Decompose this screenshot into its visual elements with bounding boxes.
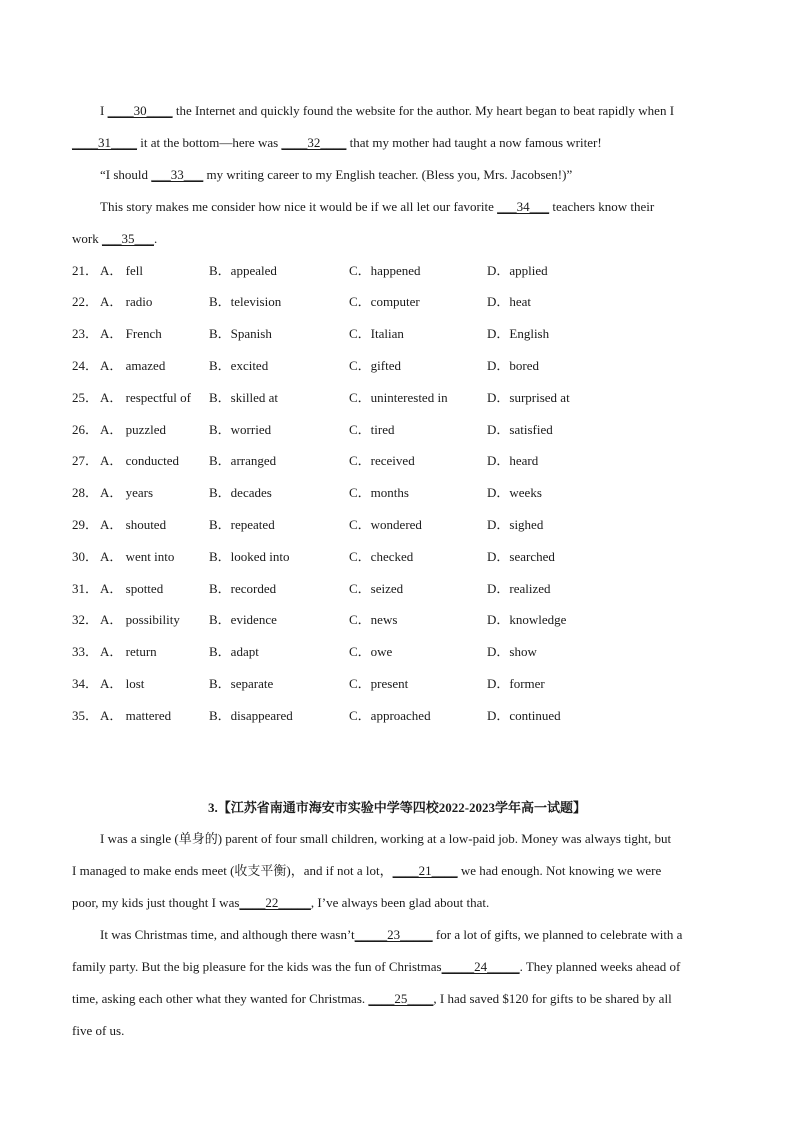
option-b: B．television — [209, 294, 282, 309]
option-a: A． return — [100, 644, 157, 659]
question-number: 28． — [72, 485, 99, 500]
option-d: D．continued — [487, 708, 561, 723]
option-b: B．worried — [209, 422, 272, 437]
text-segment: poor, my kids just thought I was — [72, 895, 240, 910]
blank-22: ____22_____ — [239, 895, 311, 910]
text-segment: it at the bottom—here was — [137, 135, 282, 150]
question-number: 27． — [72, 453, 99, 468]
text-segment: , I had saved $120 for gifts to be shared by all — [433, 991, 672, 1006]
option-c: C．checked — [349, 549, 414, 564]
option-a: A． amazed — [100, 358, 166, 373]
option-c: C．months — [349, 485, 409, 500]
option-b: B．excited — [209, 358, 269, 373]
option-a: A． shouted — [100, 517, 167, 532]
option-d: D．realized — [487, 581, 551, 596]
text-segment: five of us. — [72, 1023, 125, 1038]
question-row — [72, 389, 722, 407]
option-a: A． lost — [100, 676, 145, 691]
option-d: D．weeks — [487, 485, 542, 500]
question-row — [72, 262, 722, 280]
option-a: A． spotted — [100, 581, 164, 596]
passage-line-2 — [72, 134, 722, 152]
section3-line-3 — [72, 894, 722, 912]
option-a: A． puzzled — [100, 422, 167, 437]
text-segment: we had enough. Not knowing we were — [457, 863, 662, 878]
question-row — [72, 516, 722, 534]
question-number: 30． — [72, 549, 99, 564]
text-segment: “I should — [100, 167, 152, 182]
question-number: 24． — [72, 358, 99, 373]
section3-line-5 — [72, 958, 722, 976]
blank-25: ____25____ — [368, 991, 434, 1006]
question-row — [72, 580, 722, 598]
option-d: D．knowledge — [487, 612, 567, 627]
question-row — [72, 611, 722, 629]
option-b: B．recorded — [209, 581, 277, 596]
section3-line-2 — [72, 862, 722, 880]
option-d: D．sighed — [487, 517, 544, 532]
passage-line-4 — [100, 198, 750, 216]
text-segment: . They planned weeks ahead of — [519, 959, 681, 974]
question-row — [72, 643, 722, 661]
option-b: B．evidence — [209, 612, 277, 627]
passage-line-5 — [72, 230, 722, 248]
question-row — [72, 452, 722, 470]
text-segment: It was Christmas time, and although there wasn’t — [100, 927, 355, 942]
question-number: 22． — [72, 294, 99, 309]
blank-24: _____24_____ — [441, 959, 520, 974]
blank-33: ___33___ — [151, 167, 204, 182]
option-a: A． radio — [100, 294, 153, 309]
blank-32: ____32____ — [281, 135, 347, 150]
option-d: D．former — [487, 676, 545, 691]
option-b: B．separate — [209, 676, 274, 691]
question-number: 35． — [72, 708, 99, 723]
section3-line-7 — [72, 1022, 722, 1040]
option-d: D．applied — [487, 263, 548, 278]
option-c: C．owe — [349, 644, 393, 659]
option-a: A． possibility — [100, 612, 180, 627]
text-segment: I — [100, 103, 108, 118]
option-c: C．news — [349, 612, 398, 627]
text-segment: This story makes me consider how nice it would be if we all let our favorite — [100, 199, 498, 214]
option-d: D．satisfied — [487, 422, 553, 437]
blank-21: ____21____ — [392, 863, 458, 878]
question-row — [72, 548, 722, 566]
option-c: C．present — [349, 676, 409, 691]
option-a: A． years — [100, 485, 154, 500]
text-segment: I was a single (单身的) parent of four small children, working at a low-paid job. Money was always tight, but — [100, 831, 672, 846]
question-row — [72, 357, 722, 375]
option-d: D．searched — [487, 549, 555, 564]
option-b: B．arranged — [209, 453, 277, 468]
option-c: C．seized — [349, 581, 404, 596]
option-a: A． fell — [100, 263, 143, 278]
blank-31: ____31____ — [72, 135, 137, 150]
section3-line-6 — [72, 990, 722, 1008]
text-segment: I managed to make ends meet (收支平衡)，and if not a lot， — [72, 863, 393, 878]
text-segment: for a lot of gifts, we planned to celebrate with a — [432, 927, 683, 942]
question-number: 21． — [72, 263, 99, 278]
option-d: D．English — [487, 326, 550, 341]
blank-35: ___35___ — [101, 231, 154, 246]
option-c: C．received — [349, 453, 415, 468]
text-segment: teachers know their — [549, 199, 655, 214]
option-a: A． French — [100, 326, 162, 341]
text-segment: time, asking each other what they wanted for Christmas. — [72, 991, 369, 1006]
question-number: 31． — [72, 581, 99, 596]
question-row — [72, 293, 722, 311]
text-segment: work — [72, 231, 102, 246]
option-b: B．appealed — [209, 263, 277, 278]
option-d: D．bored — [487, 358, 539, 373]
question-row — [72, 484, 722, 502]
question-row — [72, 707, 722, 725]
text-segment: . — [153, 231, 158, 246]
option-b: B．skilled at — [209, 390, 278, 405]
option-a: A． mattered — [100, 708, 172, 723]
question-number: 32． — [72, 612, 99, 627]
option-c: C．Italian — [349, 326, 404, 341]
section3-line-4 — [100, 926, 750, 944]
option-a: A． respectful of — [100, 390, 191, 405]
option-d: D．heard — [487, 453, 539, 468]
passage-line-1 — [100, 102, 750, 120]
option-a: A． went into — [100, 549, 175, 564]
option-c: C．computer — [349, 294, 420, 309]
option-c: C．uninterested in — [349, 390, 448, 405]
text-segment: family party. But the big pleasure for the kids was the fun of Christmas — [72, 959, 442, 974]
option-b: B．disappeared — [209, 708, 293, 723]
question-row — [72, 325, 722, 343]
blank-30: ____30____ — [107, 103, 173, 118]
option-b: B．looked into — [209, 549, 290, 564]
blank-34: ___34___ — [497, 199, 550, 214]
question-number: 34． — [72, 676, 99, 691]
text-segment: my writing career to my English teacher. (Bless you, Mrs. Jacobsen!)” — [203, 167, 573, 182]
question-number: 26． — [72, 422, 99, 437]
passage-line-3 — [100, 166, 750, 184]
option-c: C．approached — [349, 708, 431, 723]
question-number: 33． — [72, 644, 99, 659]
question-number: 25． — [72, 390, 99, 405]
option-c: C．tired — [349, 422, 395, 437]
question-number: 29． — [72, 517, 99, 532]
option-a: A． conducted — [100, 453, 180, 468]
option-b: B．Spanish — [209, 326, 272, 341]
option-c: C．wondered — [349, 517, 422, 532]
option-c: C．happened — [349, 263, 421, 278]
option-b: B．repeated — [209, 517, 275, 532]
text-segment: that my mother had taught a now famous writer! — [346, 135, 602, 150]
option-b: B．adapt — [209, 644, 259, 659]
blank-23: _____23_____ — [354, 927, 433, 942]
question-row — [72, 675, 722, 693]
question-row — [72, 421, 722, 439]
option-c: C．gifted — [349, 358, 401, 373]
question-number: 23． — [72, 326, 99, 341]
option-b: B．decades — [209, 485, 272, 500]
option-d: D．show — [487, 644, 537, 659]
option-d: D．heat — [487, 294, 532, 309]
option-d: D．surprised at — [487, 390, 570, 405]
text-segment: the Internet and quickly found the website for the author. My heart began to beat rapidly when I — [172, 103, 675, 118]
text-segment: , I’ve always been glad about that. — [310, 895, 490, 910]
section3-line-1 — [100, 830, 750, 848]
section-3-heading: 3.【江苏省南通市海安市实验中学等四校2022-2023学年高一试题】 — [207, 800, 587, 815]
